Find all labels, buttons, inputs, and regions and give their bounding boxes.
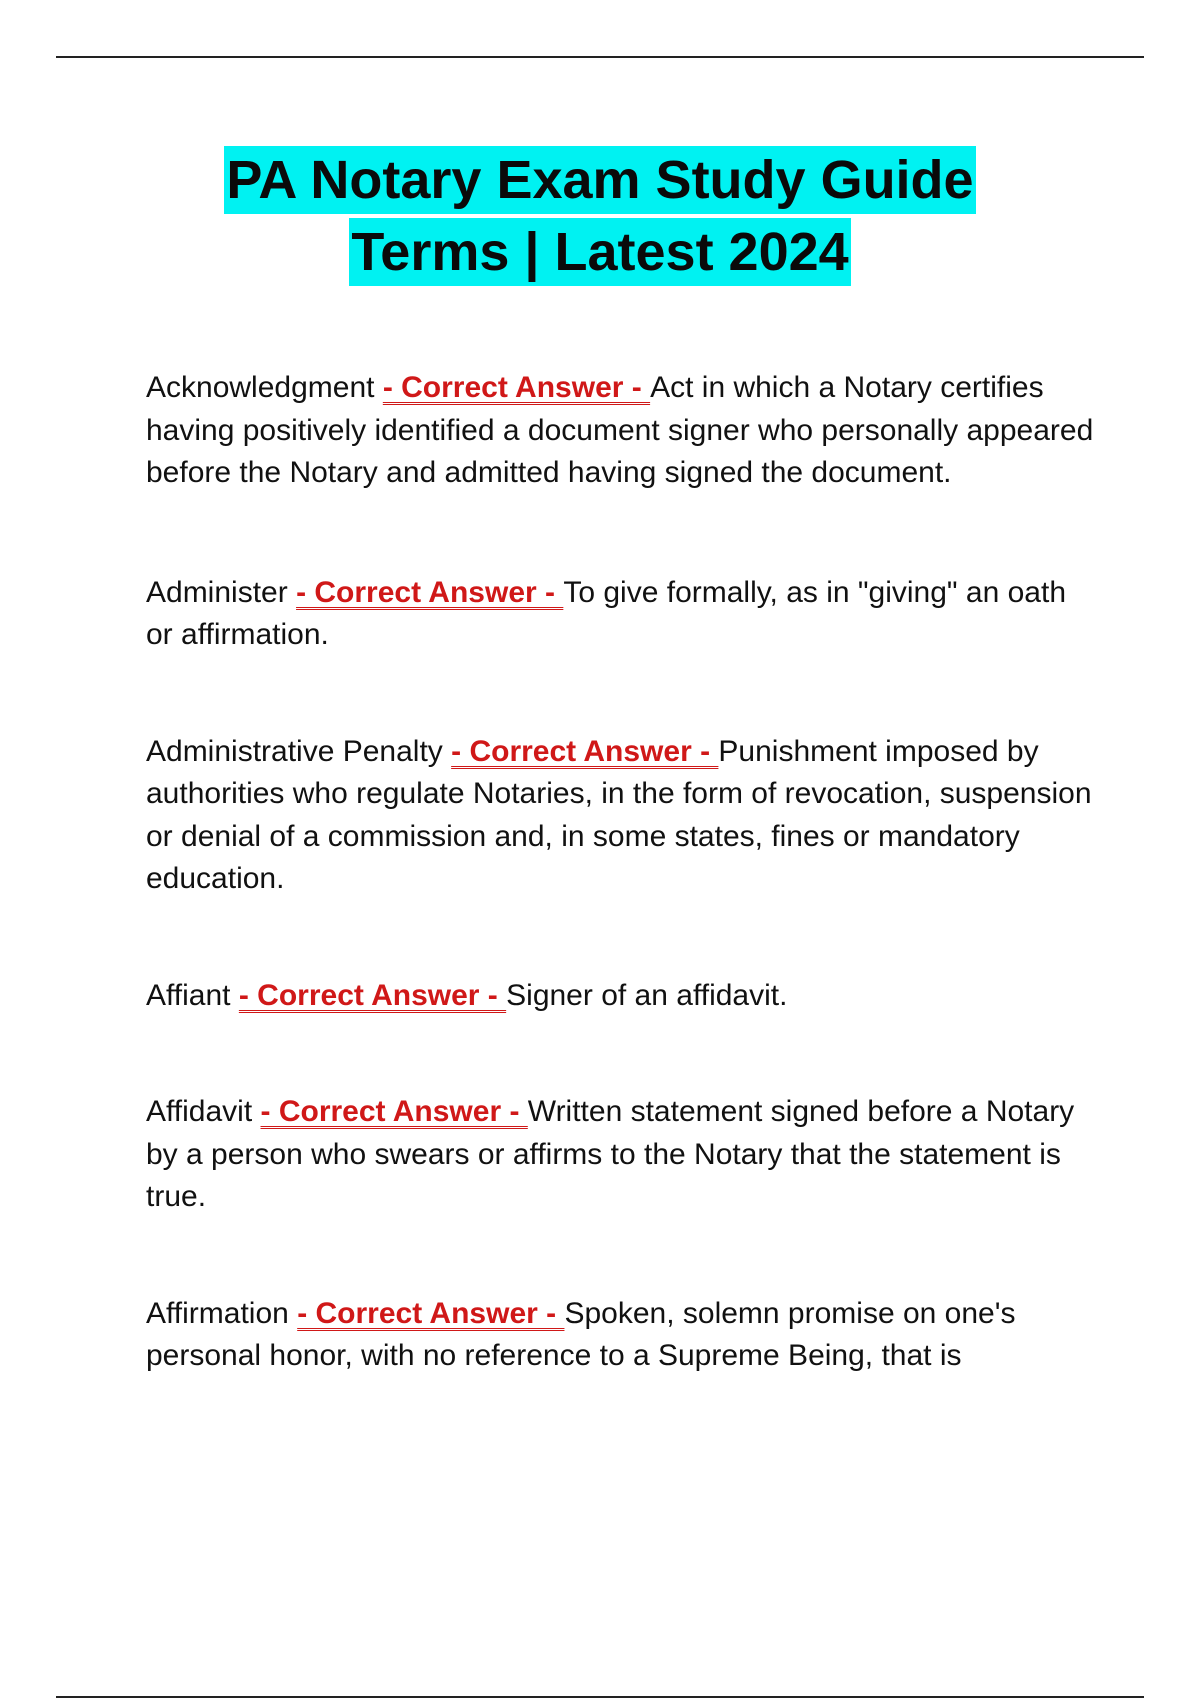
- correct-answer-marker: - Correct Answer -: [238, 978, 507, 1012]
- title-line-2: Terms | Latest 2024: [349, 218, 850, 286]
- term: Administer: [146, 575, 288, 609]
- term: Administrative Penalty: [146, 734, 443, 768]
- term: Affirmation: [146, 1296, 289, 1330]
- correct-answer-marker: - Correct Answer -: [451, 734, 719, 768]
- definition: Act in which a Notary certifies having positively identified a document signer who personally appeared before the Notary and admitted having signed the document.: [146, 371, 1094, 489]
- top-divider: [56, 56, 1144, 58]
- correct-answer-marker: - Correct Answer -: [382, 371, 651, 404]
- title-line-1: PA Notary Exam Study Guide: [224, 146, 975, 214]
- term-entry-affidavit: [146, 1091, 1096, 1219]
- term: Affidavit: [146, 1095, 253, 1128]
- term-entry-administrative-penalty: [146, 731, 1096, 901]
- correct-answer-marker: - Correct Answer -: [296, 575, 564, 609]
- correct-answer-marker: - Correct Answer -: [260, 1095, 528, 1128]
- definition: To give formally, as in "giving" an oath or affirmation.: [146, 575, 1067, 651]
- correct-answer-marker: - Correct Answer -: [297, 1296, 565, 1330]
- definition: Written statement signed before a Notary by a person who swears or affirms to the Notary that the statement is true.: [146, 1095, 1075, 1213]
- bottom-divider: [56, 1696, 1144, 1698]
- term-entry-affiant: [146, 975, 1096, 1018]
- term: Affiant: [146, 978, 231, 1012]
- definition: Punishment imposed by authorities who regulate Notaries, in the form of revocation, suspension or denial of a commission and, in some states, fines or mandatory education.: [146, 734, 1092, 895]
- term-entry-acknowledgment: [146, 367, 1096, 495]
- definition: Signer of an affidavit.: [506, 978, 788, 1012]
- term-list: [146, 367, 1096, 1378]
- document-title: [0, 146, 1200, 286]
- term-entry-affirmation: [146, 1293, 1096, 1378]
- definition: Spoken, solemn promise on one's personal honor, with no reference to a Supreme Being, that is: [146, 1296, 1016, 1372]
- term: Acknowledgment: [146, 371, 375, 404]
- term-entry-administer: [146, 572, 1096, 657]
